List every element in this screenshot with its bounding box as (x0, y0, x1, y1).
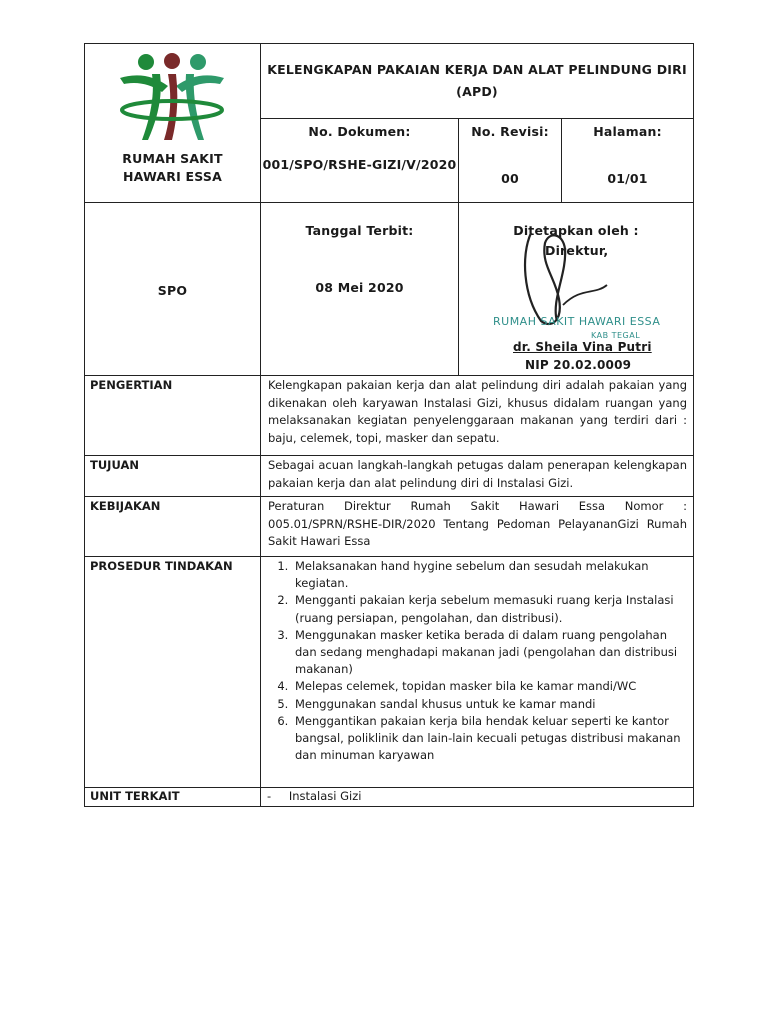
stamp-subtext: KAB TEGAL (591, 331, 641, 340)
procedure-step: 5. Menggunakan sandal khusus untuk ke kamar mandi (292, 696, 685, 713)
procedure-steps (261, 558, 693, 764)
hospital-name-line2: HAWARI ESSA (123, 169, 222, 184)
page-cell (561, 118, 694, 203)
doc-number-label: No. Dokumen: (308, 124, 411, 139)
unit-label: UNIT TERKAIT (90, 789, 180, 803)
doc-number-value: 001/SPO/RSHE-GIZI/V/2020 (262, 157, 457, 172)
prosedur-label-cell (84, 556, 261, 788)
stamp-text: RUMAH SAKIT HAWARI ESSA (493, 315, 661, 328)
issue-date-label: Tanggal Terbit: (305, 223, 414, 238)
hospital-name (85, 150, 260, 186)
kebijakan-label-cell (84, 496, 261, 557)
tujuan-content-cell (260, 455, 694, 497)
hospital-stamp (493, 315, 660, 328)
revision-label: No. Revisi: (471, 124, 549, 139)
unit-bullet: - (267, 789, 272, 803)
approval-cell (458, 202, 694, 376)
procedure-step: 4. Melepas celemek, topidan masker bila ke kamar mandi/WC (292, 678, 685, 695)
kebijakan-label: KEBIJAKAN (90, 499, 161, 513)
hospital-logo-icon (112, 52, 232, 144)
tujuan-label: TUJUAN (90, 458, 139, 472)
logo-cell (84, 43, 261, 203)
prosedur-content-cell (260, 556, 694, 788)
approver-nip: NIP 20.02.0009 (525, 358, 632, 372)
unit-content-cell (260, 787, 694, 807)
issue-date-value: 08 Mei 2020 (315, 280, 404, 295)
prosedur-label: PROSEDUR TINDAKAN (90, 559, 233, 573)
revision-value: 00 (501, 171, 519, 186)
page-value: 01/01 (607, 171, 648, 186)
pengertian-text: Kelengkapan pakaian kerja dan alat pelindung diri adalah pakaian yang dikenakan oleh karyawan Instalasi Gizi, khusus didalam ruangan yang melaksanakan kegiatan penyelenggaraan makanan yang terdiri dari : baju, celemek, topi, masker dan sepatu. (268, 378, 687, 445)
document-title (260, 43, 694, 119)
unit-value: Instalasi Gizi (288, 789, 362, 803)
page-label: Halaman: (593, 124, 662, 139)
hospital-name-line1: RUMAH SAKIT (122, 151, 223, 166)
pengertian-label: PENGERTIAN (90, 378, 173, 392)
tujuan-label-cell (84, 455, 261, 497)
spo-cell (84, 202, 261, 376)
approver-title: Direktur, (545, 243, 609, 258)
title-line2: (APD) (456, 84, 498, 99)
procedure-step: 2. Mengganti pakaian kerja sebelum memasuki ruang kerja Instalasi (ruang persiapan, pengolahan, dan distribusi). (292, 592, 685, 626)
procedure-step: 3. Menggunakan masker ketika berada di dalam ruang pengolahan dan sedang menghadapi makanan jadi (pengolahan dan distribusi makanan) (292, 627, 685, 679)
document-type: SPO (157, 283, 188, 298)
pengertian-label-cell (84, 375, 261, 456)
issue-date-cell (260, 202, 459, 376)
procedure-step: 6. Menggantikan pakaian kerja bila hendak keluar seperti ke kantor bangsal, poliklinik dan lain-lain kecuali petugas distribusi makanan dan minuman karyawan (292, 713, 685, 765)
doc-number-cell (260, 118, 459, 203)
approved-by-label: Ditetapkan oleh : (513, 223, 639, 238)
tujuan-text: Sebagai acuan langkah-langkah petugas dalam penerapan kelengkapan pakaian kerja dan alat pelindung diri di Instalasi Gizi. (268, 458, 687, 490)
kebijakan-text: Peraturan Direktur Rumah Sakit Hawari Essa Nomor : 005.01/SPRN/RSHE-DIR/2020 Tentang Pedoman PelayananGizi Rumah Sakit Hawari Essa (268, 499, 687, 548)
revision-cell (458, 118, 562, 203)
approver-name: dr. Sheila Vina Putri (513, 340, 652, 354)
procedure-step: 1. Melaksanakan hand hygine sebelum dan sesudah melakukan kegiatan. (292, 558, 685, 592)
kebijakan-content-cell (260, 496, 694, 557)
unit-label-cell (84, 787, 261, 807)
unit-row (261, 788, 693, 803)
pengertian-content-cell (260, 375, 694, 456)
title-line1: KELENGKAPAN PAKAIAN KERJA DAN ALAT PELINDUNG DIRI (267, 62, 687, 77)
